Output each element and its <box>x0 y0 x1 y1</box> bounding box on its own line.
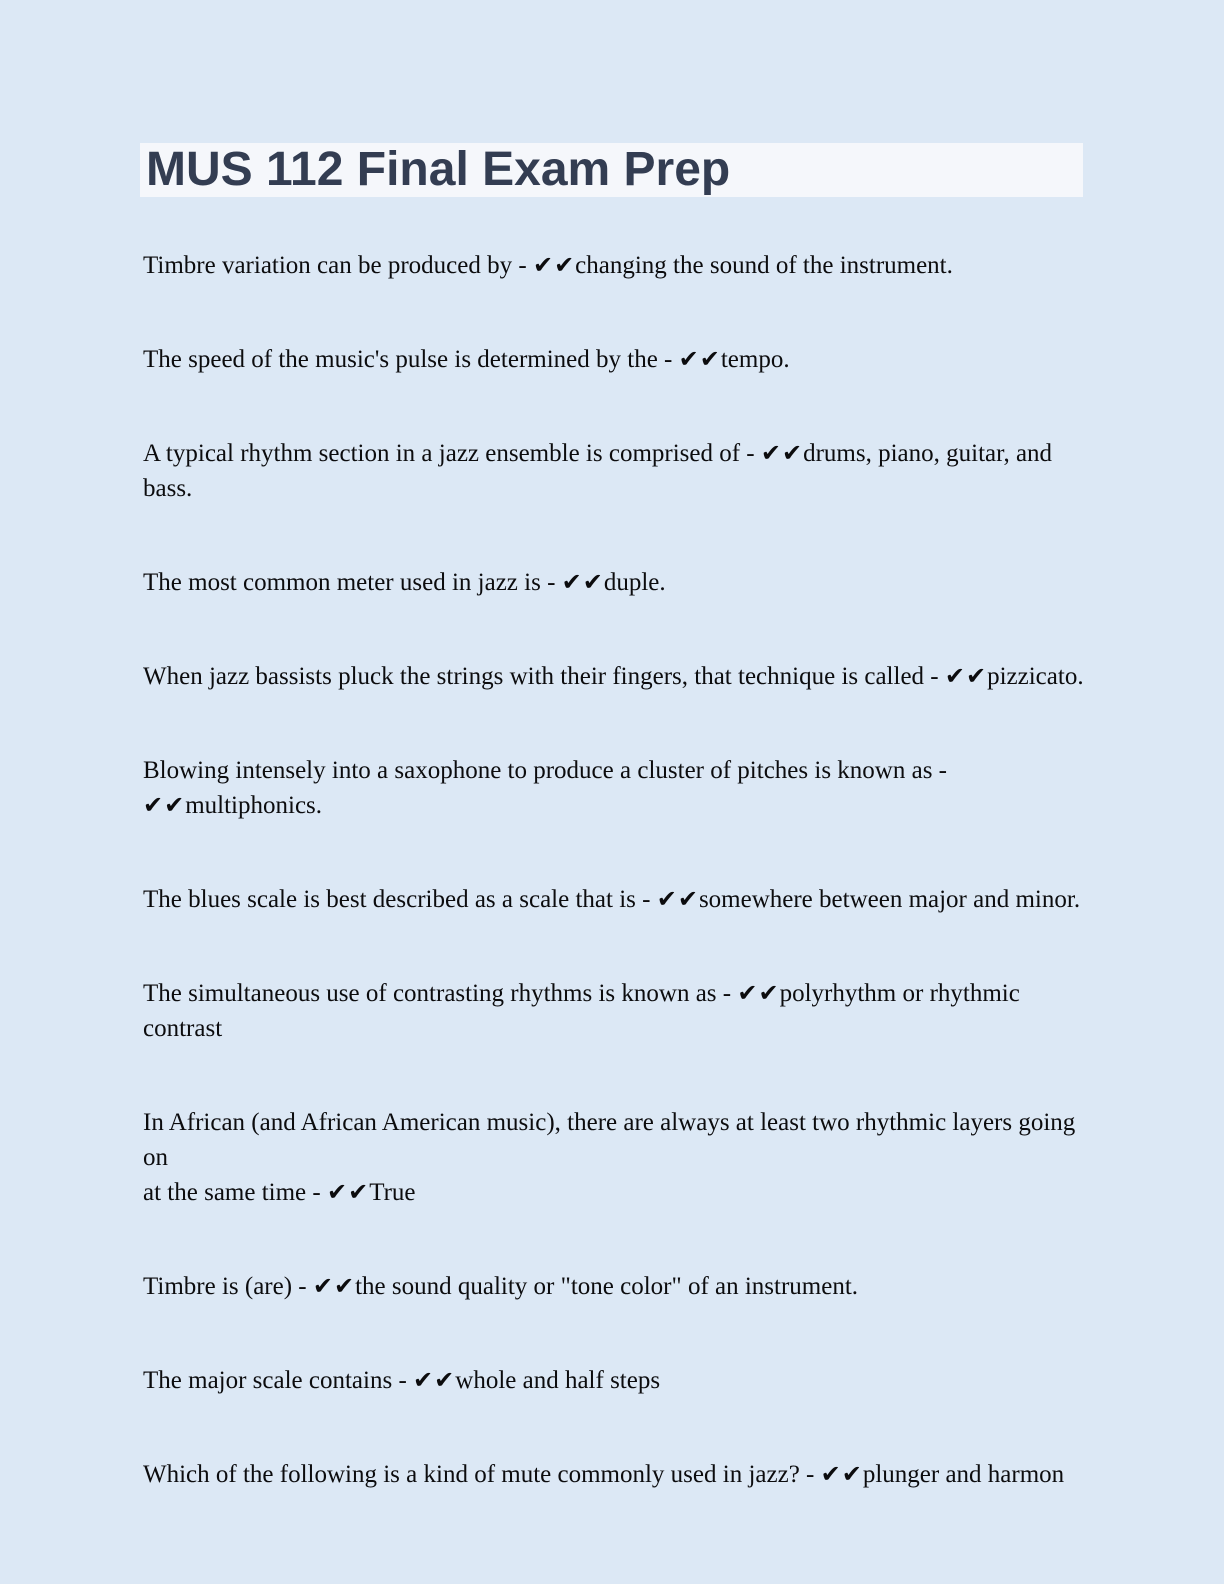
qa-item <box>143 659 1086 694</box>
qa-item <box>143 342 1086 377</box>
answer-text: polyrhythm or rhythmic contrast <box>143 980 1020 1042</box>
answer-text: duple. <box>603 569 666 596</box>
checkmark-icon: ✔✔ <box>561 568 604 596</box>
question-text: The blues scale is best described as a scale that is - <box>143 886 651 913</box>
answer-text: True <box>369 1179 416 1206</box>
qa-item <box>143 248 1086 283</box>
qa-item <box>143 976 1086 1046</box>
checkmark-icon: ✔✔ <box>326 1178 370 1206</box>
checkmark-icon: ✔✔ <box>532 251 576 279</box>
checkmark-icon: ✔✔ <box>312 1272 356 1300</box>
answer-text: somewhere between major and minor. <box>698 886 1081 913</box>
checkmark-icon: ✔✔ <box>760 439 804 467</box>
qa-item <box>143 753 1086 823</box>
checkmark-icon: ✔✔ <box>143 791 186 819</box>
answer-text: pizzicato. <box>987 663 1084 690</box>
qa-item <box>143 882 1086 917</box>
question-text: The most common meter used in jazz is - <box>143 569 556 596</box>
checkmark-icon: ✔✔ <box>820 1460 863 1488</box>
qa-item <box>143 1105 1086 1210</box>
question-text: Timbre is (are) - <box>143 1273 307 1300</box>
question-text: Which of the following is a kind of mute commonly used in jazz? - <box>143 1461 815 1488</box>
checkmark-icon: ✔✔ <box>656 885 699 913</box>
question-text: A typical rhythm section in a jazz ensemble is comprised of - <box>143 440 755 467</box>
title-highlight-bar <box>140 143 1083 197</box>
answer-text: tempo. <box>720 346 790 373</box>
checkmark-icon: ✔✔ <box>737 979 780 1007</box>
answer-text: drums, piano, guitar, and bass. <box>143 440 1053 502</box>
answer-text: the sound quality or "tone color" of an instrument. <box>355 1273 859 1300</box>
page-title: MUS 112 Final Exam Prep <box>146 143 731 196</box>
qa-item <box>143 1269 1086 1304</box>
question-text: The major scale contains - <box>143 1367 407 1394</box>
answer-text: multiphonics. <box>185 792 323 819</box>
answer-text: plunger and harmon <box>862 1461 1065 1488</box>
qa-item <box>143 436 1086 506</box>
question-text: Timbre variation can be produced by - <box>143 252 527 279</box>
answer-text: changing the sound of the instrument. <box>575 252 953 279</box>
checkmark-icon: ✔✔ <box>413 1366 456 1394</box>
question-text: When jazz bassists pluck the strings with their fingers, that technique is called - <box>143 663 939 690</box>
question-text: Blowing intensely into a saxophone to produce a cluster of pitches is known as - <box>143 757 948 784</box>
answer-text: whole and half steps <box>455 1367 661 1394</box>
question-text: In African (and African American music), there are always at least two rhythmic layers going on at the same time - <box>143 1109 1076 1206</box>
qa-item <box>143 1363 1086 1398</box>
qa-item <box>143 1457 1086 1492</box>
checkmark-icon: ✔✔ <box>678 345 721 373</box>
question-text: The speed of the music's pulse is determined by the - <box>143 346 673 373</box>
qa-item <box>143 565 1086 600</box>
qa-list <box>143 248 1086 1551</box>
question-text: The simultaneous use of contrasting rhythms is known as - <box>143 980 732 1007</box>
checkmark-icon: ✔✔ <box>944 662 988 690</box>
